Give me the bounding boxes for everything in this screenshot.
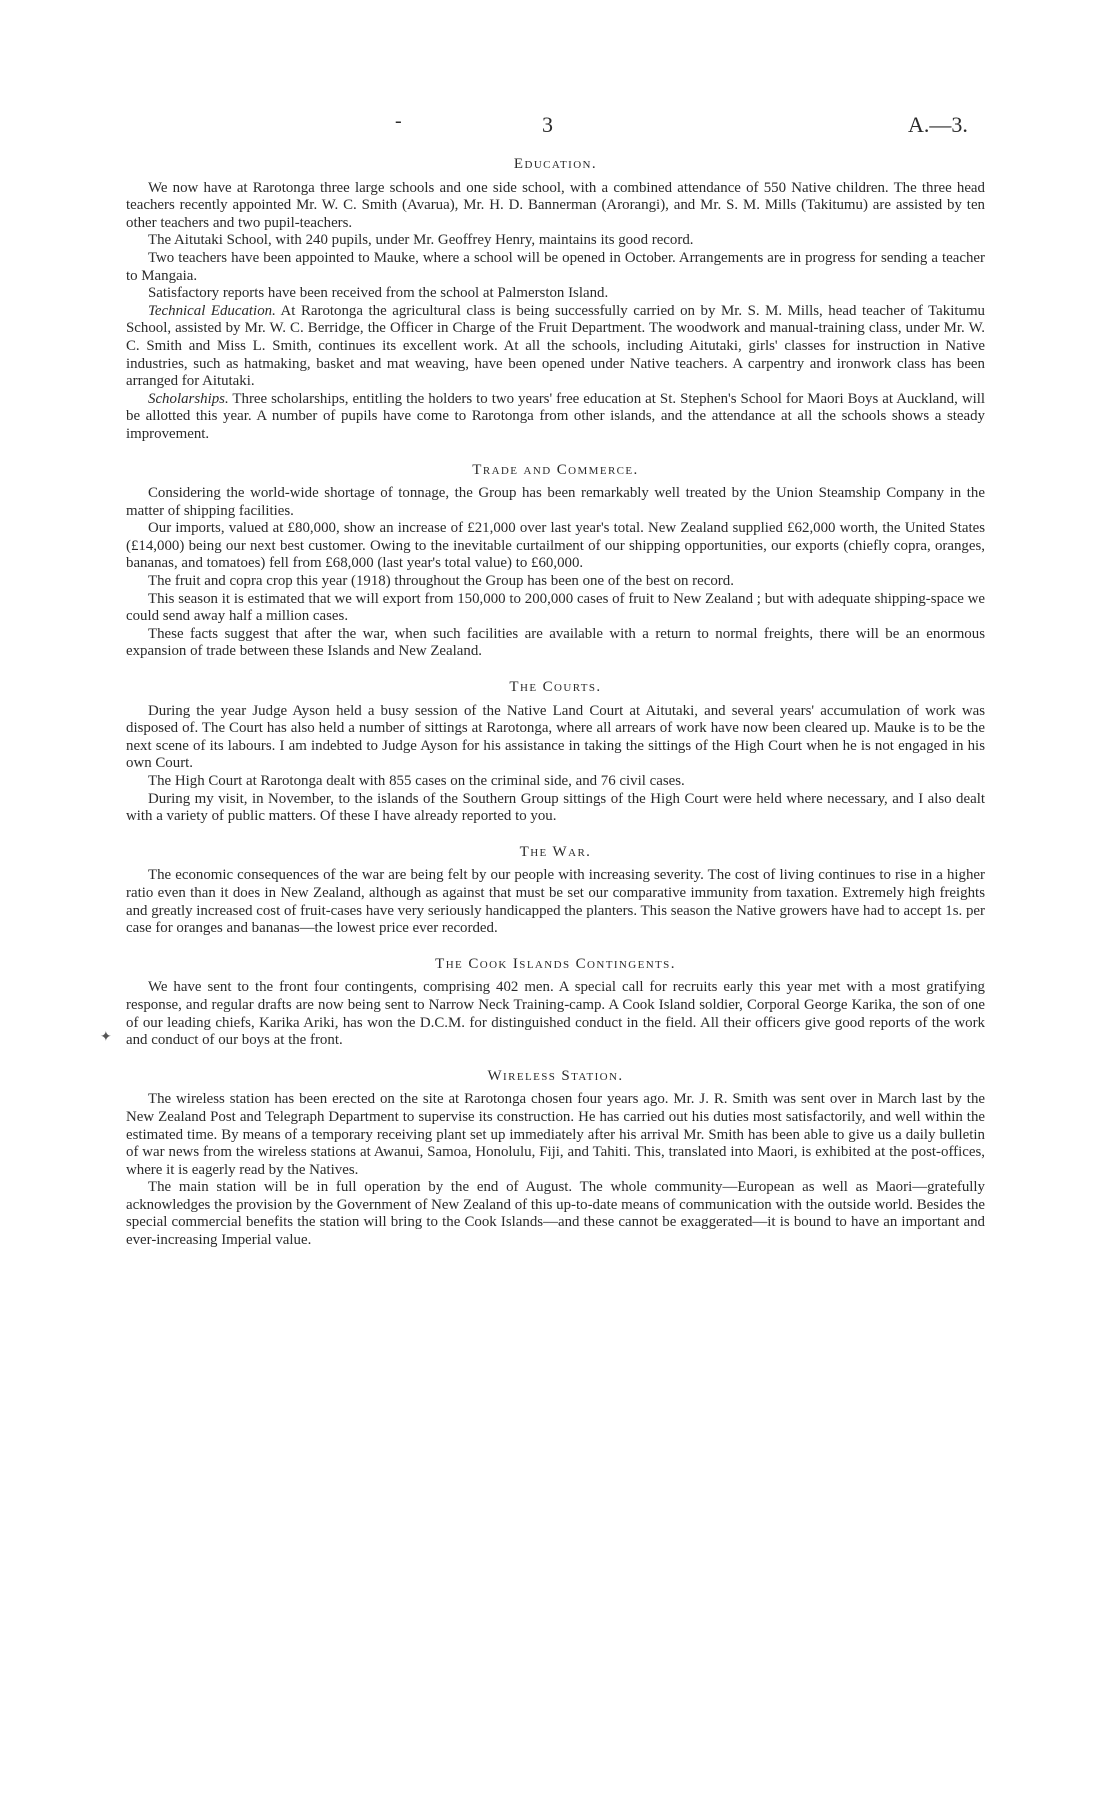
paragraph: These facts suggest that after the war, when such facilities are available with a return to normal freights, there will be an enormous expansion of trade between these Islands and New Zealand. bbox=[126, 625, 985, 660]
paragraph bbox=[126, 303, 985, 391]
paragraph: The fruit and copra crop this year (1918) throughout the Group has been one of the best on record. bbox=[148, 573, 734, 590]
stray-mark: - bbox=[395, 110, 402, 132]
paragraph-label: Scholarships. bbox=[148, 390, 229, 407]
document-reference: A.—3. bbox=[908, 112, 968, 137]
paragraph: Our imports, valued at £80,000, show an increase of £21,000 over last year's total. New Zealand supplied £62,000 worth, the United States (£14,000) being our next best customer. Owing to the inevitable curtailment of our shipping opportunities, our exports (chiefly copra, oranges, bananas, and tomatoes) fell from £68,000 (last year's total value) to £60,000. bbox=[126, 520, 985, 572]
section-heading: Education. bbox=[513, 156, 598, 172]
paragraph-text: At Rarotonga the agricultural class is being successfully carried on by Mr. S. M. Mills, head teacher of Takitumu School, assisted by Mr. W. C. Berridge, the Officer in Charge of the Fruit Department. The woodwork and manual-training class, under Mr. W. C. Smith and Miss L. Smith, continues its excellent work. At all the schools, including Aitutaki, girls' classes for instruction in Native industries, such as hatmaking, basket and mat weaving, have been opened under Native teachers. A carpentry and ironwork class has been arranged for Aitutaki. bbox=[126, 302, 985, 390]
section-trade bbox=[126, 462, 985, 662]
paragraph: This season it is estimated that we will export from 150,000 to 200,000 cases of fruit to New Zealand ; but with adequate shipping-space we could send away half a million cases. bbox=[126, 590, 985, 625]
paragraph-text: Three scholarships, entitling the holders to two years' free education at St. Stephen's School for Maori Boys at Auckland, will be allotted this year. A number of pupils have come to Rarotonga from other islands, and the attendance at all the schools shows a steady improvement. bbox=[126, 390, 985, 442]
section-education bbox=[126, 156, 985, 444]
paragraph: Satisfactory reports have been received from the school at Palmerston Island. bbox=[148, 285, 609, 302]
margin-mark-icon: ✦ bbox=[100, 1030, 112, 1045]
section-wireless bbox=[126, 1068, 985, 1250]
paragraph-label: Technical Education. bbox=[148, 302, 276, 319]
page-header bbox=[0, 112, 1114, 142]
paragraph: We have sent to the front four contingents, comprising 402 men. A special call for recruits early this year met with a most gratifying response, and regular drafts are now being sent to Narrow Neck Training-camp. A Cook Island soldier, Corporal George Karika, the son of one of our leading chiefs, Karika Ariki, has won the D.C.M. for distinguished conduct in the field. All their officers give good reports of the work and conduct of our boys at the front. bbox=[126, 979, 985, 1049]
paragraph: We now have at Rarotonga three large schools and one side school, with a combined attendance of 550 Native children. The three head teachers recently appointed Mr. W. C. Smith (Avarua), Mr. H. D. Bannerman (Arorangi), and Mr. S. M. Mills (Takitumu) are assisted by ten other teachers and two pupil-teachers. bbox=[126, 179, 985, 231]
paragraph: Considering the world-wide shortage of tonnage, the Group has been remarkably well treated by the Union Steamship Company in the matter of shipping facilities. bbox=[126, 485, 985, 519]
section-heading: Wireless Station. bbox=[487, 1067, 624, 1084]
page-number: 3 bbox=[542, 112, 553, 137]
paragraph: The main station will be in full operation by the end of August. The whole community—European as well as Maori—gratefully acknowledges the provision by the Government of New Zealand of this up-to-date means of communication with the outside world. Besides the special commercial benefits the station will bring to the Cook Islands—and these cannot be exaggerated—it is bound to have an important and ever-increasing Imperial value. bbox=[126, 1179, 985, 1249]
section-heading: The War. bbox=[519, 843, 592, 860]
paragraph: The High Court at Rarotonga dealt with 855 cases on the criminal side, and 76 civil cases. bbox=[148, 773, 685, 789]
paragraph: The Aitutaki School, with 240 pupils, under Mr. Geoffrey Henry, maintains its good record. bbox=[148, 232, 694, 249]
body-text bbox=[126, 152, 985, 1250]
paragraph: During the year Judge Ayson held a busy session of the Native Land Court at Aitutaki, and several years' accumulation of work was disposed of. The Court has also held a number of sittings at Rarotonga, where all arrears of work have now been cleared up. Mauke is to be the next scene of its labours. I am indebted to Judge Ayson for his assistance in taking the sittings of the High Court when he is not engaged in his own Court. bbox=[126, 702, 985, 772]
section-war bbox=[126, 844, 985, 938]
section-heading: Trade and Commerce. bbox=[472, 461, 639, 478]
paragraph: The economic consequences of the war are being felt by our people with increasing severity. The cost of living continues to rise in a higher ratio even than it does in New Zealand, although as against that must be set our comparative immunity from taxation. Extremely high freights and greatly increased cost of fruit-cases have very seriously handicapped the planters. This season the Native growers have had to accept 1s. per case for oranges and bananas—the lowest price ever recorded. bbox=[126, 867, 985, 937]
paragraph: Two teachers have been appointed to Mauke, where a school will be opened in October. Arrangements are in progress for sending a teacher to Mangaia. bbox=[126, 249, 985, 284]
paragraph: During my visit, in November, to the islands of the Southern Group sittings of the High Court were held where necessary, and I also dealt with a variety of public matters. Of these I have already reported to you. bbox=[126, 790, 985, 825]
section-courts bbox=[126, 679, 985, 826]
section-heading: The Courts. bbox=[509, 679, 602, 696]
paragraph: The wireless station has been erected on the site at Rarotonga chosen four years ago. Mr. J. R. Smith was sent over in March last by the New Zealand Post and Telegraph Department to supervise its construction. He has carried out his duties most satisfactorily, and well within the estimated time. By means of a temporary receiving plant set up immediately after his arrival Mr. Smith has been able to give us a daily bulletin of war news from the wireless stations at Awanui, Samoa, Honolulu, Fiji, and Tahiti. This, translated into Maori, is exhibited at the post-offices, where it is eagerly read by the Natives. bbox=[126, 1091, 985, 1178]
section-heading: The Cook Islands Contingents. bbox=[435, 955, 676, 972]
paragraph bbox=[126, 391, 985, 444]
section-contingents bbox=[126, 956, 985, 1050]
